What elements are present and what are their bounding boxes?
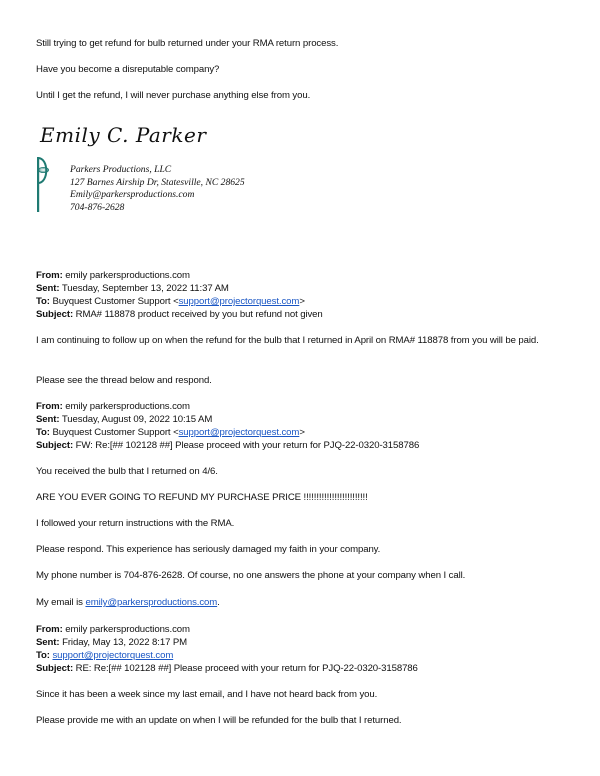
to-email-link[interactable]: support@projectorquest.com <box>52 650 174 661</box>
from-value: emily parkersproductions.com <box>65 401 190 412</box>
subject-label: Subject: <box>36 663 74 674</box>
email-body-paragraph: You received the bulb that I returned on 4/6. <box>36 466 218 477</box>
sent-label: Sent: <box>36 414 60 425</box>
subject-label: Subject: <box>36 440 74 451</box>
email-body-paragraph: ARE YOU EVER GOING TO REFUND MY PURCHASE PRICE !!!!!!!!!!!!!!!!!!!!!!!!! <box>36 492 368 503</box>
email-from-row <box>36 623 190 636</box>
from-label: From: <box>36 270 63 281</box>
signature-address: 127 Barnes Airship Dr, Statesville, NC 28625 <box>70 176 245 188</box>
subject-value: RE: Re:[## 102128 ##] Please proceed with your return for PJQ-22-0320-3158786 <box>75 663 418 674</box>
email-sent-row <box>36 413 212 426</box>
email-to-row <box>36 426 305 439</box>
sent-value: Tuesday, August 09, 2022 10:15 AM <box>61 414 213 425</box>
email-body-paragraph: I am continuing to follow up on when the refund for the bulb that I returned in April on RMA# 118878 from you will be paid. <box>36 335 539 346</box>
to-close: > <box>299 427 305 438</box>
intro-line-2: Have you become a disreputable company? <box>36 64 220 75</box>
email-body-paragraph <box>36 596 220 609</box>
from-label: From: <box>36 624 63 635</box>
to-email-link[interactable]: support@projectorquest.com <box>178 296 300 307</box>
subject-value: FW: Re:[## 102128 ##] Please proceed with your return for PJQ-22-0320-3158786 <box>75 440 420 451</box>
sent-label: Sent: <box>36 637 60 648</box>
from-value: emily parkersproductions.com <box>65 270 190 281</box>
email-line-prefix: My email is <box>36 597 86 608</box>
signature-name: Emily C. Parker <box>40 123 207 147</box>
sent-value: Friday, May 13, 2022 8:17 PM <box>62 637 188 648</box>
from-value: emily parkersproductions.com <box>65 624 190 635</box>
email-subject-row <box>36 662 418 675</box>
sent-value: Tuesday, September 13, 2022 11:37 AM <box>61 283 229 294</box>
parkers-logo-icon <box>36 156 50 212</box>
signature-company: Parkers Productions, LLC <box>70 164 172 175</box>
email-subject-row <box>36 439 419 452</box>
email-body-paragraph: Please see the thread below and respond. <box>36 375 212 386</box>
sent-label: Sent: <box>36 283 60 294</box>
email-to-row <box>36 649 173 662</box>
email-link[interactable]: emily@parkersproductions.com <box>85 597 218 608</box>
signature-phone: 704-876-2628 <box>70 201 125 213</box>
email-sent-row <box>36 282 229 295</box>
to-label: To: <box>36 650 50 661</box>
to-label: To: <box>36 427 50 438</box>
email-body-paragraph: Please provide me with an update on when I will be refunded for the bulb that I returned. <box>36 715 402 726</box>
email-body-paragraph: I followed your return instructions with the RMA. <box>36 518 235 529</box>
to-name: Buyquest Customer Support < <box>52 296 179 307</box>
signature-email: Emily@parkersproductions.com <box>70 189 195 201</box>
to-label: To: <box>36 296 50 307</box>
email-sent-row <box>36 636 187 649</box>
to-email-link[interactable]: support@projectorquest.com <box>178 427 300 438</box>
email-to-row <box>36 295 305 308</box>
email-from-row <box>36 400 190 413</box>
email-subject-row <box>36 308 323 321</box>
intro-line-3: Until I get the refund, I will never purchase anything else from you. <box>36 90 311 101</box>
to-name: Buyquest Customer Support < <box>52 427 179 438</box>
to-close: > <box>299 296 305 307</box>
from-label: From: <box>36 401 63 412</box>
email-body-paragraph: My phone number is 704-876-2628. Of course, no one answers the phone at your company when I call. <box>36 570 466 581</box>
email-body-paragraph: Since it has been a week since my last email, and I have not heard back from you. <box>36 689 378 700</box>
subject-value: RMA# 118878 product received by you but refund not given <box>75 309 323 320</box>
email-body-paragraph: Please respond. This experience has seriously damaged my faith in your company. <box>36 544 381 555</box>
email-line-suffix: . <box>217 597 220 608</box>
intro-line-1: Still trying to get refund for bulb returned under your RMA return process. <box>36 38 339 49</box>
subject-label: Subject: <box>36 309 74 320</box>
signature-block <box>70 164 245 214</box>
email-from-row <box>36 269 190 282</box>
